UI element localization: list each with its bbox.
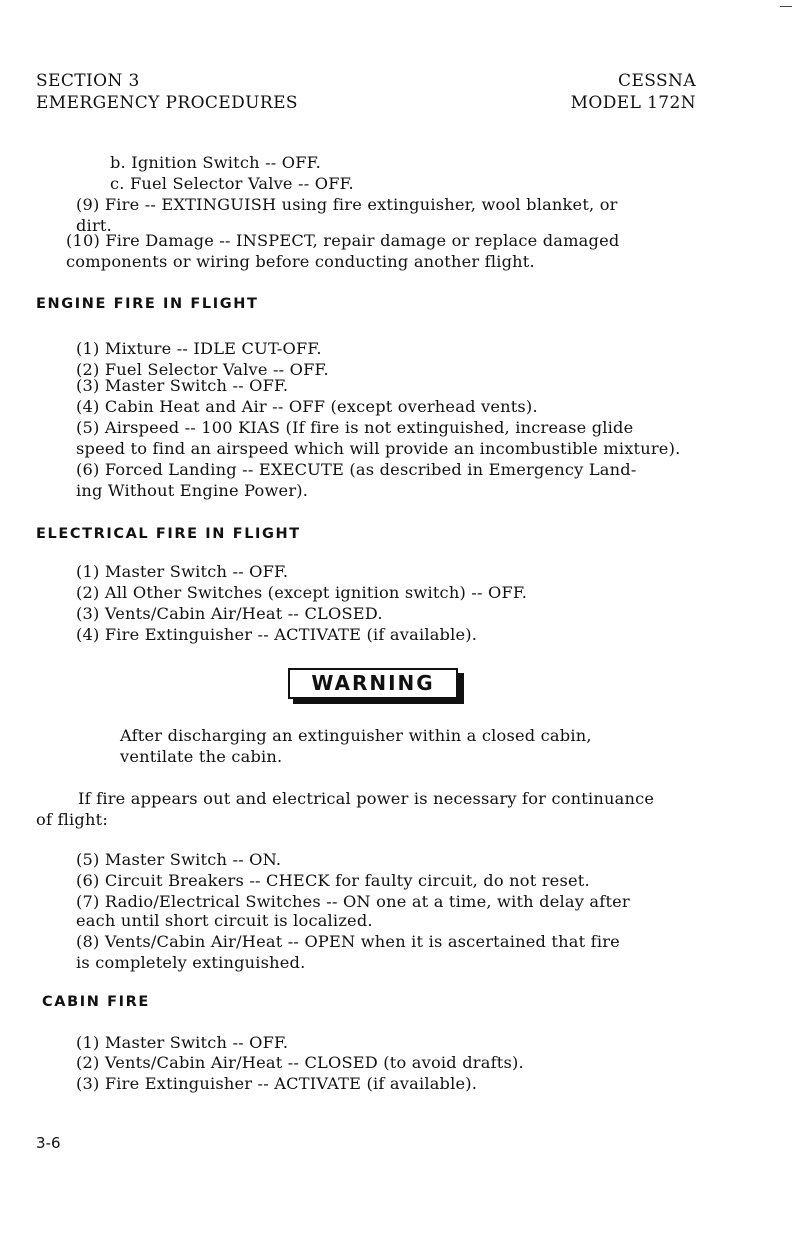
electrical-step-5: (5) Master Switch -- ON. — [76, 850, 282, 869]
section-label: SECTION 3 — [36, 71, 140, 91]
warning-text: After discharging an extinguisher within a closed cabin, — [120, 726, 592, 745]
header-left — [36, 70, 298, 114]
warning-text-cont: ventilate the cabin. — [120, 747, 283, 766]
step-10-cont: components or wiring before conducting another flight. — [66, 252, 535, 271]
continuance-note-cont: of flight: — [36, 810, 108, 829]
step-9-cont: dirt. — [76, 216, 112, 235]
cabin-step-3: (3) Fire Extinguisher -- ACTIVATE (if available). — [76, 1074, 478, 1093]
engine-step-1: (1) Mixture -- IDLE CUT-OFF. — [76, 339, 322, 358]
warning-shadow-bottom — [293, 699, 464, 704]
engine-fire-heading: ENGINE FIRE IN FLIGHT — [36, 296, 259, 312]
electrical-step-8: (8) Vents/Cabin Air/Heat -- OPEN when it is ascertained that fire — [76, 932, 620, 951]
electrical-step-3: (3) Vents/Cabin Air/Heat -- CLOSED. — [76, 604, 383, 623]
warning-box — [288, 668, 466, 706]
corner-mark — [780, 6, 792, 7]
cabin-fire-heading: CABIN FIRE — [42, 994, 150, 1010]
electrical-step-1: (1) Master Switch -- OFF. — [76, 562, 289, 581]
header-right — [571, 70, 696, 114]
electrical-step-8-cont: is completely extinguished. — [76, 953, 306, 972]
electrical-step-7: (7) Radio/Electrical Switches -- ON one at a time, with delay after — [76, 892, 630, 911]
engine-step-3: (3) Master Switch -- OFF. — [76, 376, 289, 395]
electrical-step-6: (6) Circuit Breakers -- CHECK for faulty circuit, do not reset. — [76, 871, 590, 890]
engine-step-6-cont: ing Without Engine Power). — [76, 481, 309, 500]
electrical-step-7-cont: each until short circuit is localized. — [76, 911, 373, 930]
electrical-step-2: (2) All Other Switches (except ignition switch) -- OFF. — [76, 583, 528, 602]
step-c: c. Fuel Selector Valve -- OFF. — [110, 174, 354, 193]
page-number: 3-6 — [36, 1134, 61, 1152]
step-9: (9) Fire -- EXTINGUISH using fire extinguisher, wool blanket, or — [76, 195, 618, 214]
warning-label: WARNING — [288, 668, 458, 699]
continuance-note: If fire appears out and electrical power is necessary for continuance — [78, 789, 655, 808]
manufacturer-label: CESSNA — [618, 71, 696, 91]
step-10: (10) Fire Damage -- INSPECT, repair damage or replace damaged — [66, 231, 620, 250]
engine-step-5: (5) Airspeed -- 100 KIAS (If fire is not extinguished, increase glide — [76, 418, 634, 437]
cabin-step-2: (2) Vents/Cabin Air/Heat -- CLOSED (to avoid drafts). — [76, 1053, 524, 1072]
model-label: MODEL 172N — [570, 93, 696, 113]
cabin-step-1: (1) Master Switch -- OFF. — [76, 1033, 289, 1052]
engine-step-2: (2) Fuel Selector Valve -- OFF. — [76, 360, 329, 379]
engine-step-6: (6) Forced Landing -- EXECUTE (as described in Emergency Land- — [76, 460, 637, 479]
electrical-fire-heading: ELECTRICAL FIRE IN FLIGHT — [36, 526, 301, 542]
step-b: b. Ignition Switch -- OFF. — [110, 153, 321, 172]
engine-step-5-cont: speed to find an airspeed which will provide an incombustible mixture). — [76, 439, 681, 458]
engine-step-4: (4) Cabin Heat and Air -- OFF (except overhead vents). — [76, 397, 538, 416]
section-title: EMERGENCY PROCEDURES — [36, 93, 298, 113]
electrical-step-4: (4) Fire Extinguisher -- ACTIVATE (if available). — [76, 625, 478, 644]
